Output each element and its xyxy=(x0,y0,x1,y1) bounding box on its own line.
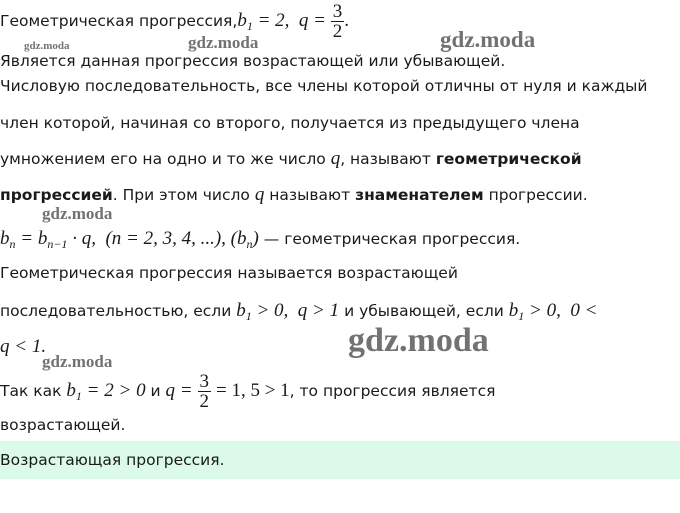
increasing-def-1: Геометрическая прогрессия называется возрастающей xyxy=(0,264,458,282)
definition-line-2: член которой, начиная со второго, получается из предыдущего члена xyxy=(0,114,580,132)
question: Является данная прогрессия возрастающей или убывающей. xyxy=(0,52,506,70)
term-ratio: знаменателем xyxy=(355,186,484,204)
watermark: gdz.moda xyxy=(348,322,489,359)
watermark: gdz.moda xyxy=(24,40,70,52)
increasing-def-3: q < 1. xyxy=(0,336,47,357)
watermark: gdz.moda xyxy=(440,27,536,52)
definition-line-3: умножением его на одно и то же число q, называют геометрической xyxy=(0,148,582,169)
formula-line: $b_n = b_{n-1} \cdot q$, (n = 2, 3, 4, ...), $(b_n)$ — геометрическая прогрессия. xyxy=(0,228,521,251)
watermark: gdz.moda xyxy=(42,204,113,223)
answer-box xyxy=(0,441,680,479)
term-geometric: геометрической xyxy=(435,150,582,168)
fraction-3-2: $\frac{3}{2}$ xyxy=(332,1,343,42)
term-progression: прогрессией xyxy=(0,186,113,204)
definition-line-4: прогрессией. При этом число q называют знаменателем прогрессии. xyxy=(0,184,588,205)
problem-statement: Геометрическая $прогрессия,b_1 = 2$, q = $\frac{3}{2}$ . xyxy=(0,1,349,42)
watermark: gdz.moda xyxy=(42,352,113,371)
answer-text: Возрастающая прогрессия. xyxy=(0,451,225,469)
watermark: gdz.moda xyxy=(188,33,259,52)
fraction-3-2: $\frac{3}{2}$ xyxy=(199,371,210,412)
problem-text: Геометрическая прогрессия, xyxy=(0,12,238,30)
formula-given: $b_1 = 2$, q = xyxy=(237,10,326,33)
increasing-def-2: последовательностью, если $b_1 > 0$, q > 1 и убывающей, если $b_1 > 0$, 0 < xyxy=(0,300,598,323)
definition-line-1: Числовую последовательность, все члены которой отличны от нуля и каждый xyxy=(0,77,648,95)
solution-line-2: возрастающей. xyxy=(0,416,126,434)
solution-line-1: Так как $b_1 = 2 > 0$ и q = $\frac{3}{2}$ = 1, 5 > 1, то прогрессия является xyxy=(0,371,496,412)
